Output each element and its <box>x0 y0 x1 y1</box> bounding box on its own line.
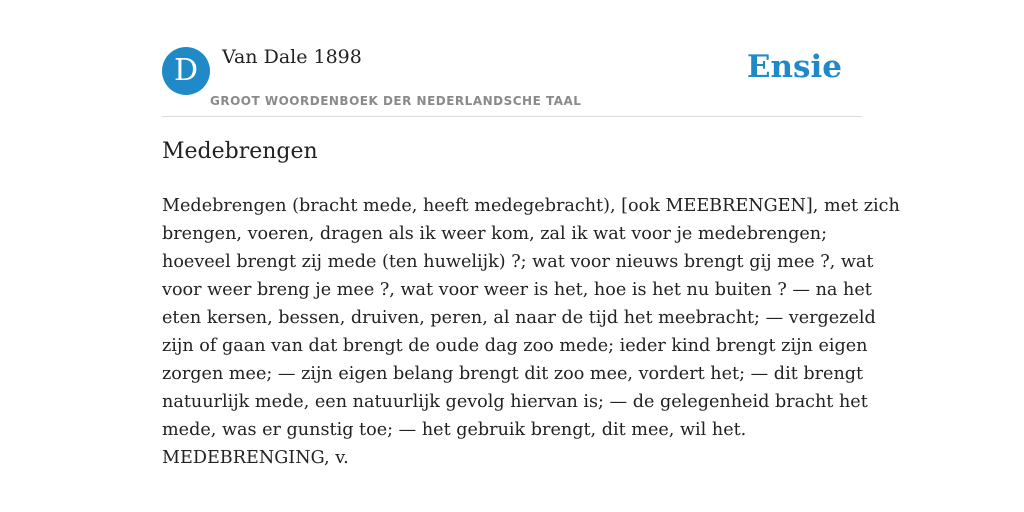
ensie-logo[interactable]: Ensie <box>746 49 842 85</box>
definition-line: hoeveel brengt zij mede (ten huwelijk) ?; wat voor nieuws brengt gij mee ?, wat <box>162 252 874 272</box>
source-title[interactable]: Van Dale 1898 <box>222 46 362 68</box>
entry-definition <box>162 192 900 472</box>
source-avatar: D <box>162 47 210 95</box>
definition-line: zijn of gaan van dat brengt de oude dag zoo mede; ieder kind brengt zijn eigen <box>162 336 868 356</box>
definition-line: natuurlijk mede, een natuurlijk gevolg hiervan is; — de gelegenheid bracht het <box>162 392 868 412</box>
definition-line: voor weer breng je mee ?, wat voor weer is het, hoe is het nu buiten ? — na het <box>162 280 872 300</box>
source-subtitle: GROOT WOORDENBOEK DER NEDERLANDSCHE TAAL <box>210 94 582 108</box>
definition-line: Medebrengen (bracht mede, heeft medegebracht), [ook MEEBRENGEN], met zich <box>162 196 900 216</box>
definition-line: mede, was er gunstig toe; — het gebruik brengt, dit mee, wil het. <box>162 420 747 440</box>
definition-line: zorgen mee; — zijn eigen belang brengt dit zoo mee, vordert het; — dit brengt <box>162 364 864 384</box>
entry-headword: Medebrengen <box>162 139 318 164</box>
definition-line: brengen, voeren, dragen als ik weer kom, zal ik wat voor je medebrengen; <box>162 224 828 244</box>
definition-line: MEDEBRENGING, v. <box>162 448 349 468</box>
definition-line: eten kersen, bessen, druiven, peren, al naar de tijd het meebracht; — vergezeld <box>162 308 876 328</box>
header <box>162 44 862 117</box>
